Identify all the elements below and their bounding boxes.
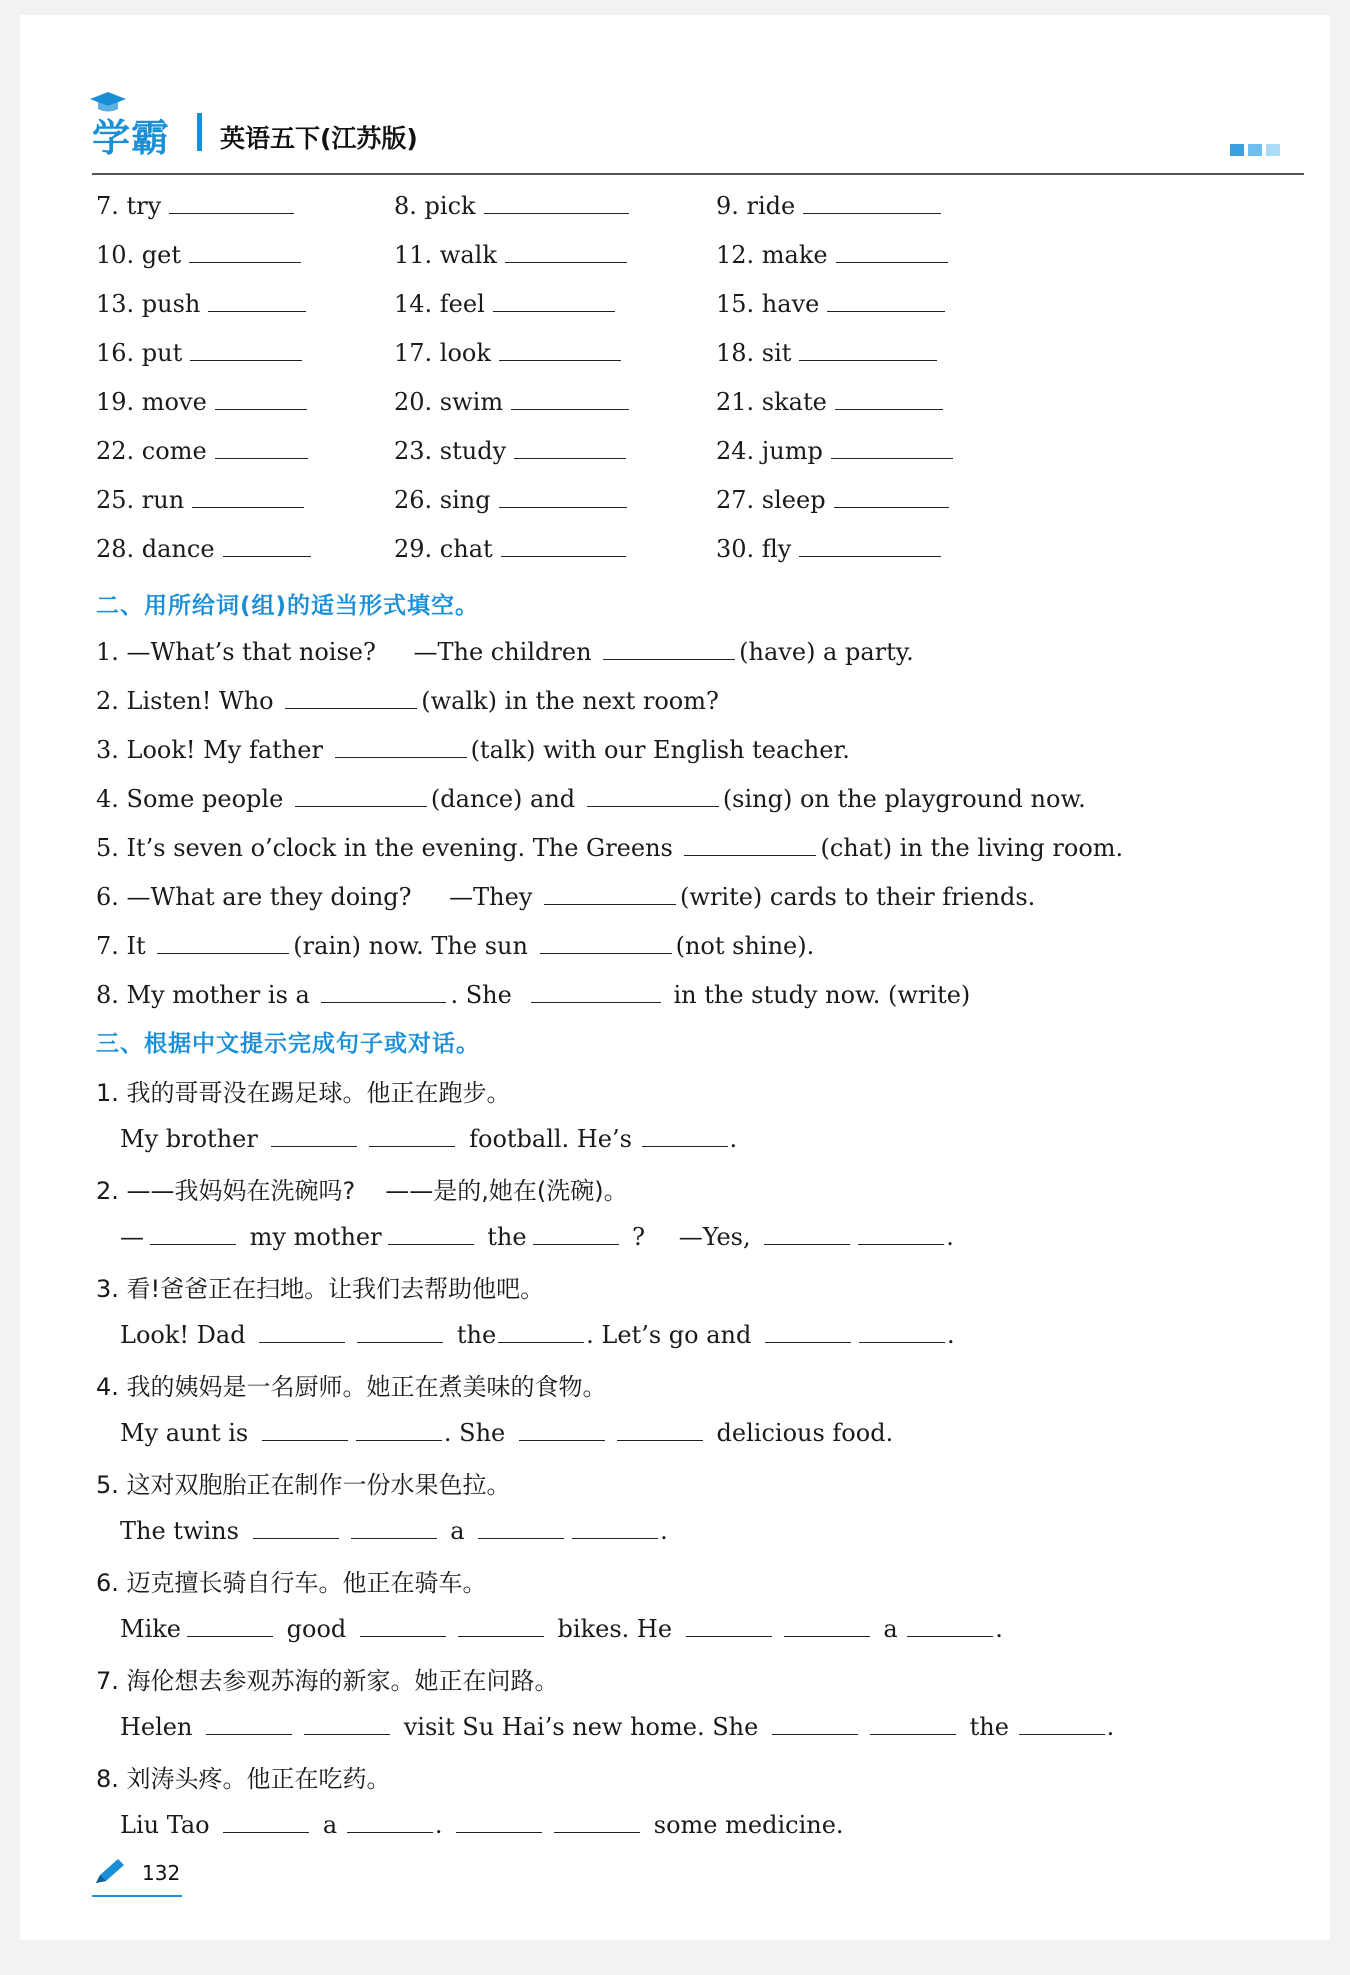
verb-item xyxy=(394,189,629,220)
book-title: 英语五下(江苏版) xyxy=(220,124,418,153)
verb-item xyxy=(96,336,302,367)
verb-item xyxy=(96,385,307,416)
answer-blank xyxy=(499,336,621,361)
verb-row xyxy=(96,189,1196,238)
exercise-3-6-answer: Mike good bikes. He a . xyxy=(120,1612,1003,1643)
verb-row xyxy=(96,336,1196,385)
exercise-3-7-answer: Helen visit Su Hai’s new home. She the . xyxy=(120,1710,1114,1741)
answer-blank xyxy=(215,434,308,459)
answer-blank xyxy=(827,287,945,312)
exercise-3-8-answer: Liu Tao a . some medicine. xyxy=(120,1808,844,1839)
answer-blank xyxy=(511,385,629,410)
exercise-2-1: 1. —What’s that noise? —The children (have) a party. xyxy=(96,635,914,666)
verb-label: 11. walk xyxy=(394,241,497,269)
verb-label: 13. push xyxy=(96,290,201,318)
verb-list xyxy=(96,189,1196,581)
page-number: 132 xyxy=(142,1861,181,1885)
answer-blank xyxy=(505,238,627,263)
answer-blank xyxy=(836,238,948,263)
verb-label: 22. come xyxy=(96,437,207,465)
verb-item xyxy=(716,385,943,416)
exercise-3-7-prompt: 7. 海伦想去参观苏海的新家。她正在问路。 xyxy=(96,1667,559,1695)
verb-item xyxy=(394,336,621,367)
exercise-3-2-answer: — my mother the ? —Yes, . xyxy=(120,1220,954,1251)
section-2-title: 二、用所给词(组)的适当形式填空。 xyxy=(96,593,480,619)
exercise-3-2-prompt: 2. ——我妈妈在洗碗吗? ——是的,她在(洗碗)。 xyxy=(96,1177,628,1205)
exercise-3-8-prompt: 8. 刘涛头疼。他正在吃药。 xyxy=(96,1765,391,1793)
exercise-2-2: 2. Listen! Who (walk) in the next room? xyxy=(96,684,719,715)
verb-label: 10. get xyxy=(96,241,182,269)
verb-label: 18. sit xyxy=(716,339,792,367)
section-3-title: 三、根据中文提示完成句子或对话。 xyxy=(96,1031,480,1057)
answer-blank xyxy=(799,336,937,361)
verb-item xyxy=(96,287,306,318)
page-footer xyxy=(92,1855,182,1897)
verb-item xyxy=(716,189,941,220)
answer-blank xyxy=(190,336,302,361)
answer-blank xyxy=(192,483,304,508)
verb-label: 25. run xyxy=(96,486,185,514)
exercise-2-4: 4. Some people (dance) and (sing) on the playground now. xyxy=(96,782,1086,813)
answer-blank xyxy=(208,287,306,312)
workbook-page xyxy=(20,15,1330,1940)
verb-row xyxy=(96,483,1196,532)
verb-item xyxy=(394,385,629,416)
verb-label: 9. ride xyxy=(716,192,796,220)
verb-item xyxy=(394,483,627,514)
verb-label: 17. look xyxy=(394,339,491,367)
answer-blank xyxy=(803,189,941,214)
verb-item xyxy=(716,532,941,563)
answer-blank xyxy=(514,434,626,459)
verb-item xyxy=(96,434,308,465)
answer-blank xyxy=(834,483,949,508)
verb-label: 27. sleep xyxy=(716,486,826,514)
exercise-3-4-prompt: 4. 我的姨妈是一名厨师。她正在煮美味的食物。 xyxy=(96,1373,607,1401)
verb-label: 19. move xyxy=(96,388,207,416)
verb-item xyxy=(394,238,627,269)
exercise-3-4-answer: My aunt is . She delicious food. xyxy=(120,1416,893,1447)
verb-label: 14. feel xyxy=(394,290,485,318)
verb-label: 15. have xyxy=(716,290,820,318)
verb-label: 23. study xyxy=(394,437,507,465)
verb-label: 8. pick xyxy=(394,192,476,220)
verb-label: 12. make xyxy=(716,241,828,269)
exercise-3-5-answer: The twins a . xyxy=(120,1514,668,1545)
brand-divider xyxy=(197,113,202,151)
answer-blank xyxy=(189,238,301,263)
verb-item xyxy=(394,434,626,465)
header-decoration xyxy=(1226,141,1280,160)
verb-label: 29. chat xyxy=(394,535,493,563)
answer-blank xyxy=(484,189,629,214)
verb-label: 26. sing xyxy=(394,486,491,514)
verb-label: 24. jump xyxy=(716,437,823,465)
pencil-icon xyxy=(92,1857,128,1887)
page-header xyxy=(92,101,1304,175)
answer-blank xyxy=(493,287,615,312)
exercise-2-3: 3. Look! My father (talk) with our English teacher. xyxy=(96,733,850,764)
exercise-2-8: 8. My mother is a . She in the study now. (write) xyxy=(96,978,970,1009)
answer-blank xyxy=(169,189,294,214)
verb-row xyxy=(96,287,1196,336)
answer-blank xyxy=(501,532,626,557)
exercise-3-3-answer: Look! Dad the . Let’s go and . xyxy=(120,1318,955,1349)
verb-item xyxy=(96,532,311,563)
verb-label: 20. swim xyxy=(394,388,504,416)
verb-item xyxy=(716,287,945,318)
exercise-3-5-prompt: 5. 这对双胞胎正在制作一份水果色拉。 xyxy=(96,1471,511,1499)
answer-blank xyxy=(499,483,627,508)
verb-item xyxy=(394,287,615,318)
verb-item xyxy=(716,434,953,465)
verb-label: 30. fly xyxy=(716,535,792,563)
verb-item xyxy=(96,189,294,220)
answer-blank xyxy=(799,532,941,557)
answer-blank xyxy=(835,385,943,410)
brand-logo: 学霸 xyxy=(92,116,171,160)
verb-label: 21. skate xyxy=(716,388,827,416)
verb-item xyxy=(716,483,949,514)
answer-blank xyxy=(831,434,953,459)
verb-label: 28. dance xyxy=(96,535,215,563)
verb-item xyxy=(96,483,304,514)
verb-row xyxy=(96,434,1196,483)
verb-item xyxy=(96,238,301,269)
verb-row xyxy=(96,238,1196,287)
exercise-2-7: 7. It (rain) now. The sun (not shine). xyxy=(96,929,814,960)
verb-row xyxy=(96,532,1196,581)
exercise-2-6: 6. —What are they doing? —They (write) cards to their friends. xyxy=(96,880,1035,911)
exercise-2-5: 5. It’s seven o’clock in the evening. The Greens (chat) in the living room. xyxy=(96,831,1123,862)
verb-item xyxy=(394,532,626,563)
exercise-3-1-answer: My brother football. He’s . xyxy=(120,1122,737,1153)
verb-row xyxy=(96,385,1196,434)
verb-item xyxy=(716,238,948,269)
verb-label: 7. try xyxy=(96,192,162,220)
answer-blank xyxy=(223,532,311,557)
exercise-3-6-prompt: 6. 迈克擅长骑自行车。他正在骑车。 xyxy=(96,1569,487,1597)
exercise-3-3-prompt: 3. 看!爸爸正在扫地。让我们去帮助他吧。 xyxy=(96,1275,545,1303)
exercise-3-1-prompt: 1. 我的哥哥没在踢足球。他正在跑步。 xyxy=(96,1079,511,1107)
answer-blank xyxy=(215,385,307,410)
verb-item xyxy=(716,336,937,367)
verb-label: 16. put xyxy=(96,339,183,367)
